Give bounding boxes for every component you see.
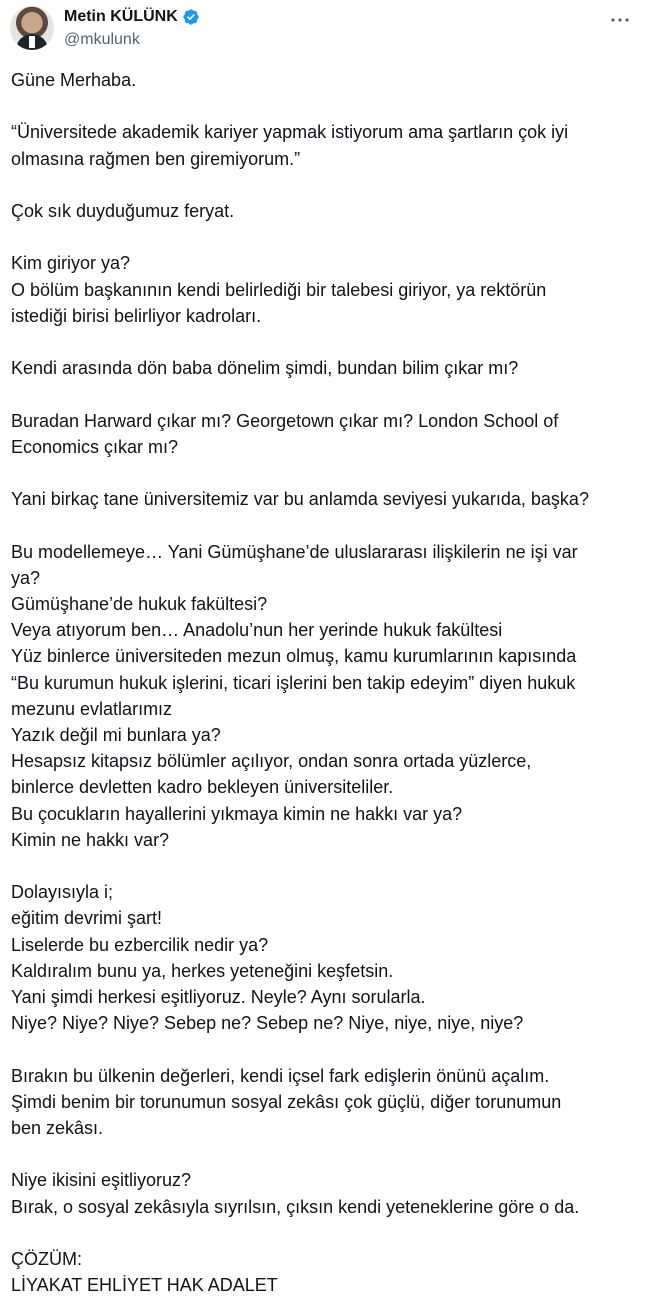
tweet-line: Yani birkaç tane üniversitemiz var bu anlamda seviyesi yukarıda, başka? [11, 489, 589, 510]
tweet-line: Veya atıyorum ben… Anadolu’nun her yerinde hukuk fakültesi [11, 620, 503, 641]
tweet-paragraph [11, 879, 641, 1036]
tweet-line: ben zekâsı. [11, 1117, 104, 1138]
tweet-line: Yazık değil mi bunlara ya? [11, 724, 221, 745]
tweet-line: eğitim devrimi şart! [11, 908, 163, 929]
tweet-paragraph [11, 539, 641, 853]
avatar[interactable] [10, 6, 54, 50]
tweet-line: Buradan Harward çıkar mı? Georgetown çıkar mı? London School of [11, 410, 559, 431]
tweet-paragraph [11, 250, 641, 329]
tweet-line: Kendi arasında dön baba dönelim şimdi, bundan bilim çıkar mı? [11, 358, 519, 379]
tweet-paragraph [11, 1246, 641, 1298]
tweet-paragraph [11, 1063, 641, 1142]
tweet-line: Hesapsız kitapsız bölümler açılıyor, ondan sonra ortada yüzlerce, [11, 751, 532, 772]
tweet-line: Şimdi benim bir torunumun sosyal zekâsı çok güçlü, diğer torunumun [11, 1091, 562, 1112]
tweet-header [0, 0, 650, 56]
tweet-line: Kimin ne hakkı var? [11, 829, 170, 850]
tweet-line: “Bu kurumun hukuk işlerini, ticari işlerini ben takip edeyim” diyen hukuk [11, 672, 576, 693]
tweet-line: Bu modellemeye… Yani Gümüşhane’de uluslararası ilişkilerin ne işi var [11, 541, 578, 562]
tweet-line: Bırak, o sosyal zekâsıyla sıyrılsın, çıksın kendi yeteneklerine göre o da. [11, 1196, 580, 1217]
author-display-name[interactable]: Metin KÜLÜNK [64, 8, 178, 25]
tweet-line: istediği birisi belirliyor kadroları. [11, 305, 262, 326]
tweet-text [11, 67, 641, 1298]
tweet-paragraph [11, 119, 641, 171]
tweet-paragraph [11, 198, 641, 224]
tweet-line: ÇÖZÜM: [11, 1248, 82, 1269]
more-horizontal-icon[interactable] [608, 8, 632, 32]
tweet-paragraph [11, 1167, 641, 1219]
tweet-line: olmasına rağmen ben giremiyorum.” [11, 148, 301, 169]
author-name-row[interactable] [64, 7, 200, 27]
tweet-line: Dolayısıyla i; [11, 882, 114, 903]
tweet-paragraph [11, 355, 641, 381]
tweet-line: Kim giriyor ya? [11, 253, 131, 274]
tweet-line: Kaldıralım bunu ya, herkes yeteneğini keşfetsin. [11, 960, 394, 981]
avatar-collar [29, 36, 35, 48]
tweet-line: binlerce devletten kadro bekleyen üniversiteliler. [11, 777, 394, 798]
tweet-line: Gümüşhane’de hukuk fakültesi? [11, 593, 268, 614]
tweet-paragraph [11, 486, 641, 512]
tweet-paragraph [11, 67, 641, 93]
tweet-line: ya? [11, 567, 41, 588]
tweet-paragraph [11, 408, 641, 460]
verified-badge-icon [182, 8, 200, 26]
tweet-line: Güne Merhaba. [11, 70, 137, 90]
author-handle[interactable]: @mkulunk [64, 31, 140, 48]
tweet-line: Bırakın bu ülkenin değerleri, kendi içsel fark edişlerin önünü açalım. [11, 1065, 550, 1086]
tweet-line: O bölüm başkanının kendi belirlediği bir talebesi giriyor, ya rektörün [11, 279, 547, 300]
tweet-line: Yani şimdi herkesi eşitliyoruz. Neyle? Aynı sorularla. [11, 986, 426, 1007]
tweet-line: Bu çocukların hayallerini yıkmaya kimin ne hakkı var ya? [11, 803, 463, 824]
tweet-line: Niye ikisini eşitliyoruz? [11, 1170, 192, 1191]
tweet-line: LİYAKAT EHLİYET HAK ADALET [11, 1275, 278, 1296]
tweet-line: Çok sık duyduğumuz feryat. [11, 200, 235, 221]
tweet-line: Niye? Niye? Niye? Sebep ne? Sebep ne? Niye, niye, niye, niye? [11, 1013, 524, 1034]
tweet-line: Economics çıkar mı? [11, 436, 179, 457]
tweet-line: “Üniversitede akademik kariyer yapmak istiyorum ama şartların çok iyi [11, 122, 569, 143]
tweet-line: Liselerde bu ezbercilik nedir ya? [11, 934, 269, 955]
tweet-line: Yüz binlerce üniversiteden mezun olmuş, kamu kurumlarının kapısında [11, 646, 577, 667]
tweet-line: mezunu evlatlarımız [11, 698, 173, 719]
